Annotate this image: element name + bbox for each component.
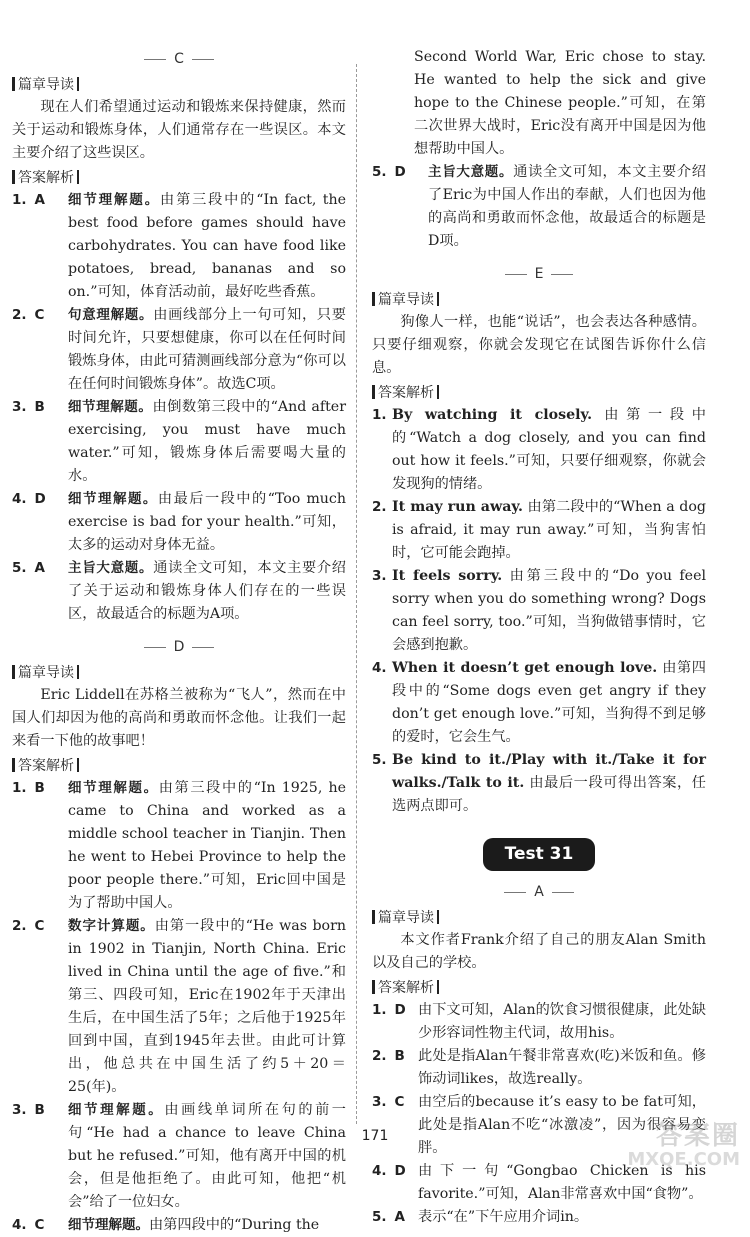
guide-heading: 篇章导读 [372, 289, 706, 311]
answer-item: 2. B 此处是指Alan午餐非常喜欢(吃)米饭和鱼。修饰动词likes，故选really。 [372, 1048, 706, 1087]
section-a-guide: 本文作者Frank介绍了自己的朋友Alan Smith以及自己的学校。 [372, 932, 706, 971]
answer-item: 4. When it doesn’t get enough love. 由第四段中的“Some dogs even get angry if they don’t get enough love.”可知，当狗得不到足够的爱时，它会生气。 [372, 660, 706, 745]
answer-item: 1. A 细节理解题。由第三段中的“In fact, the best food before games should have carbohydrates. You can have food like potatoes, bread, bananas and so on.”可知，体育活动前，最好吃些香蕉。 [12, 192, 347, 300]
right-column [372, 46, 706, 1229]
answers-heading: 答案解析 [372, 382, 706, 404]
guide-heading: 篇章导读 [12, 662, 346, 684]
answer-item: 1. D 由下文可知，Alan的饮食习惯很健康，此处缺少形容词性物主代词，故用his。 [372, 1002, 706, 1041]
section-c-title: C [12, 46, 346, 72]
test-heading [372, 838, 706, 871]
answer-item: 3. B 细节理解题。由画线单词所在句的前一句“He had a chance to leave China but he refused.”可知，他有离开中国的机会，但是他拒绝了。由此可知，他把“机会”给了一位妇女。 [12, 1102, 346, 1210]
page-number: 171 [361, 1128, 389, 1144]
test-badge: Test 31 [483, 838, 596, 871]
section-a-title: A [372, 879, 706, 905]
section-d-guide: Eric Liddell在苏格兰被称为“飞人”，然而在中国人们却因为他的高尚和勇敢而怀念他。让我们一起来看一下他的故事吧！ [12, 687, 346, 749]
answer-item: 2. C 数字计算题。由第一段中的“He was born in 1902 in Tianjin, North China. Eric lived in China until the age of five.”和第三、四段可知，Eric在1902年于天津出生后，在中国生活了5年；之后他于1925年回到中国，直到1945年去世。由此可计算出，他总共在中国生活了约5＋20＝25(年)。 [12, 918, 347, 1095]
answer-item: 1. By watching it closely. 由第一段中的“Watch a dog closely, and you can find out how it feels.”可知，只要仔细观察，你就会发现狗的情绪。 [372, 407, 706, 492]
answer-item: 5. Be kind to it./Play with it./Take it for walks./Talk to it. 由最后一段可得出答案，任选两点即可。 [372, 752, 706, 814]
answer-item: 3. It feels sorry. 由第三段中的“Do you feel sorry when you do something wrong? Dogs can feel sorry, too.”可知，当狗做错事情时，它会感到抱歉。 [372, 568, 706, 653]
answer-item: 3. C 由空后的because it’s easy to be fat可知，此处是指Alan不吃“冰激凌”，因为很容易变胖。 [372, 1094, 706, 1156]
answer-continuation: Second World War, Eric chose to stay. He wanted to help the sick and give hope to the Chinese people.”可知，在第二次世界大战时，Eric没有离开中国是因为他想帮助中国人。 [414, 49, 706, 157]
watermark-logo [610, 1122, 740, 1172]
left-column [12, 46, 346, 1237]
guide-heading: 篇章导读 [372, 907, 706, 929]
answer-item: 4. D 由下一句“Gongbao Chicken is his favorite.”可知，Alan非常喜欢中国“食物”。 [372, 1163, 706, 1202]
answer-item: 2. It may run away. 由第二段中的“When a dog is afraid, it may run away.”可知，当狗害怕时，它可能会跑掉。 [372, 499, 706, 561]
answer-item: 5. D 主旨大意题。通读全文可知，本文主要介绍了Eric为中国人作出的奉献，人们也因为他的高尚和勇敢而怀念他，故最适合的标题是D项。 [372, 164, 706, 249]
answer-item: 5. A 表示“在”下午应用介词in。 [372, 1209, 589, 1225]
answer-item: 2. C 句意理解题。由画线部分上一句可知，只要时间允许，只要想健康，你可以在任何时间锻炼身体，由此可猜测画线部分意为“你可以在任何时间锻炼身体”。故选C项。 [12, 307, 346, 392]
answers-heading: 答案解析 [12, 755, 346, 777]
section-e-guide: 狗像人一样，也能“说话”，也会表达各种感情。只要仔细观察，你就会发现它在试图告诉你什么信息。 [372, 314, 706, 376]
section-d-title: D [12, 634, 346, 660]
answer-item: 4. D 细节理解题。由最后一段中的“Too much exercise is bad for your health.”可知，太多的运动对身体无益。 [12, 491, 346, 553]
watermark-line2: MXQE.COM [627, 1149, 740, 1170]
answer-item: 1. B 细节理解题。由第三段中的“In 1925, he came to China and worked as a middle school teacher in Tianjin. Then he went to Hebei Province to help the poor people there.”可知，Eric回中国是为了帮助中国人。 [12, 780, 346, 911]
answers-heading: 答案解析 [12, 167, 346, 189]
answer-item: 4. C 细节理解题。由第四段中的“During the [12, 1217, 320, 1233]
answers-heading: 答案解析 [372, 977, 706, 999]
answer-item: 5. A 主旨大意题。通读全文可知，本文主要介绍了关于运动和锻炼身体人们存在的一些误区，故最适合的标题为A项。 [12, 560, 346, 622]
watermark-line1: 答案圈 [655, 1121, 740, 1151]
guide-heading: 篇章导读 [12, 74, 346, 96]
section-e-title: E [372, 261, 706, 287]
answer-item: 3. B 细节理解题。由倒数第三段中的“And after exercising, you must have much water.”可知，锻炼身体后需要喝大量的水。 [12, 399, 346, 484]
section-c-guide: 现在人们希望通过运动和锻炼来保持健康，然而关于运动和锻炼身体，人们通常存在一些误区。本文主要介绍了这些误区。 [12, 99, 346, 161]
column-divider [356, 64, 357, 1124]
